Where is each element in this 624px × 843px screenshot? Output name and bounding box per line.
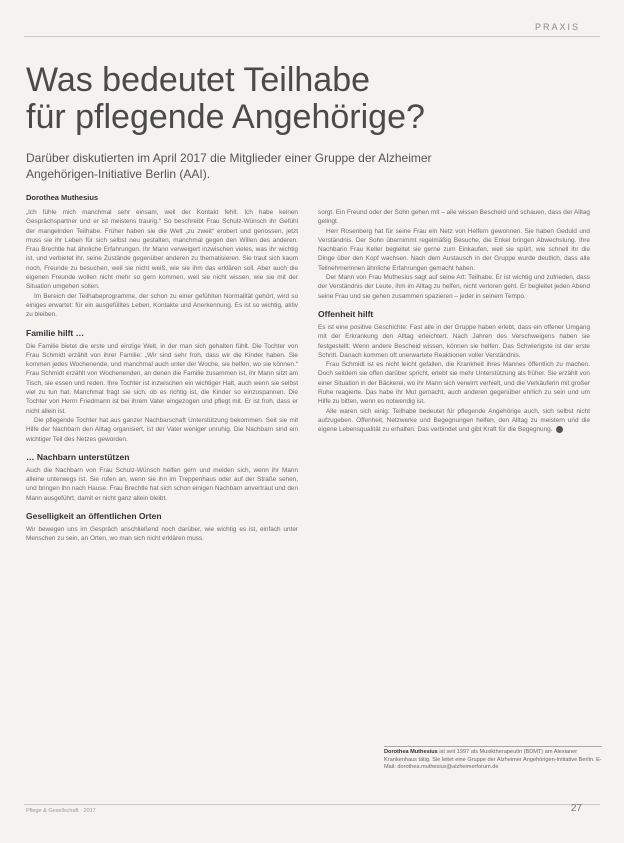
paragraph: Wir bewegen uns im Gespräch anschließend noch darüber, wie wichtig es ist, einfach unter Menschen zu sein, an Orten, wo man sich nicht erklären muss. [26,526,298,543]
top-rule [24,36,600,37]
article-lead: Darüber diskutierten im April 2017 die Mitglieder einer Gruppe der Alzheimer Angehörigen-Initiative Berlin (AAI). [26,151,432,181]
footer-rule [24,804,600,805]
paragraph: „Ich fühle mich manchmal sehr einsam, weil der Kontakt fehlt. Ich habe keinen Gesprächspartner und er ist meistens traurig.“ So beschreibt Frau Schulz-Wünsch ihr Gefühl der mangelnden Teilhabe. Früher haben sie die Welt „zu zweit“ erobert und genossen, jetzt muss sie ihr Leben für sich selbst neu gestalten, manchmal gegen den Willen des anderen. Frau Brechtle hat ähnliche Erfahrungen. Ihr Mann verweigert inzwischen vieles, was ihr wichtig ist, und verbietet ihr, seine Zustände gegenüber anderen zu thematisieren. Sie traut sich kaum noch, Freunde zu besuchen, weil sie nicht weiß, wie sie ihm das erklären soll. Aber auch die eigenen Freunde wollen nicht mehr so gern kommen, weil sie nicht wissen, wie sie mit der Situation umgehen sollen. [26,209,298,291]
closing-text: Alle waren sich einig: Teilhabe bedeutet für pflegende Angehörige auch, sich selbst nicht aufzugeben. Offenheit, Netzwerke und Begegnungen helfen, den Alltag zu meistern und die eigene Lebensqualität zu erhalten. Das verbindet und gibt Kraft für die Begegnung. [318,407,590,434]
subheading-nachbarn: … Nachbarn unterstützen [26,451,130,462]
paragraph: Es ist eine positive Geschichte: Fast alle in der Gruppe haben erlebt, dass ein offener Umgang mit der Erkrankung den Alltag erleichtert. Nach Jahren des Verschweigens haben sie festgestellt: Wenn andere Bescheid wissen, können sie helfen. Das Schwierigste ist der erste Schritt. Danach kommen oft unerwartete Reaktionen voller Verständnis. [318,323,590,359]
end-mark-icon [556,426,563,433]
article-title [26,62,586,136]
paragraph: Auch die Nachbarn von Frau Schulz-Wünsch helfen gern und melden sich, wenn ihr Mann alleine unterwegs ist. Sie rufen an, wenn sie ihn im Treppenhaus oder auf der Straße sehen, und bringen ihn nach Hause. Frau Brechtle hat sich schon einigen Nachbarn anvertraut und den Mann ausgeführt, damit er nicht ganz allein bleibt. [26,466,298,502]
paragraph: Der Mann von Frau Muthesius sagt auf seine Art: Teilhabe. Er ist wichtig und zufrieden, dass der Verständnis der Leute, ihm im Alltag zu helfen, nicht verloren geht. Er begleitet jeden Abend seine Frau und sie gehen zusammen spazieren – jeder in seinem Tempo. [318,274,590,300]
paragraph: Die Familie bietet die erste und einzige Welt, in der man sich gehalten fühlt. Die Tochter von Frau Schmidt erzählt von ihrer Familie: „Wir sind sehr froh, dass wir die Kinder haben. Sie kommen jedes Wochenende, und manchmal auch unter der Woche, sie helfen, wo sie können.“ Frau Schmidt erzählt von Wochenenden, an denen die Familie zusammen ist, ihr Mann sitzt am Tisch, sie essen und reden. Ihre Tochter ist inzwischen ein wichtiger Halt, auch wenn sie selbst viel zu tun hat. Manchmal fragt sie sich, ob es richtig ist, die Kinder so einzuspannen. Die Tochter von Herrn Friedmann ist bei ihrem Vater eingezogen und pflegt mit. Er ist froh, dass er nicht allein ist. [26,342,298,415]
bio-text: ist seit 1997 als Musiktherapeutin (BDMT) am Alexianer Krankenhaus tätig. Sie leitet eine Gruppe der Alzheimer Angehörigen-Initiative Berlin. E-Mail: dorothea.muthesius@alzheimerforum.de [384,749,602,771]
section-label: PRAXIS [534,22,580,32]
title-line-2: für pflegende Angehörige? [26,98,425,136]
paragraph: Herr Rosenberg hat für seine Frau ein Netz von Helfern gewonnen. Sie haben Geduld und Verständnis. Der Sohn übernimmt regelmäßig Besuche, die Enkel bringen Abwechslung. Ihre Nachbarin Frau Keller begleitet sie gerne zum Einkaufen, weil sie spürt, wie schnell ihr die Dinge über den Kopf wachsen. Nach dem Austausch in der Gruppe wurde deutlich, dass alle Teilnehmerinnen ähnliche Erfahrungen gemacht haben. [318,227,590,272]
left-column [26,208,298,544]
subheading-offenheit: Offenheit hilft [318,308,374,319]
page-number: 27 [570,803,582,814]
subheading-familie: Familie hilft … [26,327,85,338]
paragraph [318,407,590,435]
paragraph: Die pflegende Tochter hat aus ganzer Nachbarschaft Unterstützung bekommen. Seit sie mit Hilfe der Nachbarn den Alltag organisiert, ist der Vater weniger unruhig. Die Nachbarn sind ein wichtiger Teil des Netzes geworden. [26,416,298,443]
title-line-1: Was bedeutet Teilhabe [26,61,371,99]
paragraph: Frau Schmidt ist es nicht leicht gefallen, die Krankheit ihres Mannes öffentlich zu machen. Doch seitdem sie offen darüber spricht, erlebt sie mehr Unterstützung als früher. Sie erzählt von einer Situation in der Bäckerei, wo ihr Mann sich verwirrt verhielt, und die Verkäuferin mit großer Ruhe reagierte. Das habe ihr Mut gemacht, auch anderen gegenüber ehrlich zu sein und um Hilfe zu bitten, wenn es notwendig ist. [318,361,590,406]
paragraph: sorgt. Ein Freund oder der Sohn gehen mit – alle wissen Bescheid und schauen, dass der Alltag gelingt. [318,209,590,226]
subheading-geselligkeit: Geselligkeit an öffentlichen Orten [26,511,162,522]
right-column [318,208,590,435]
bio-name: Dorothea Muthesius [384,749,438,755]
paragraph: Im Bereich der Teilhabeprogramme, der schon zu einer gefühlten Normalität gehört, wird so einiges erwartet: für ein ausgefülltes Leben, Kontakte und Anerkennung. Es ist so wichtig, aktiv zu bleiben. [26,292,298,319]
footer-journal: Pflege & Gesellschaft · 2017 [26,808,96,814]
article-author: Dorothea Muthesius [26,193,99,202]
author-bio [384,746,602,772]
